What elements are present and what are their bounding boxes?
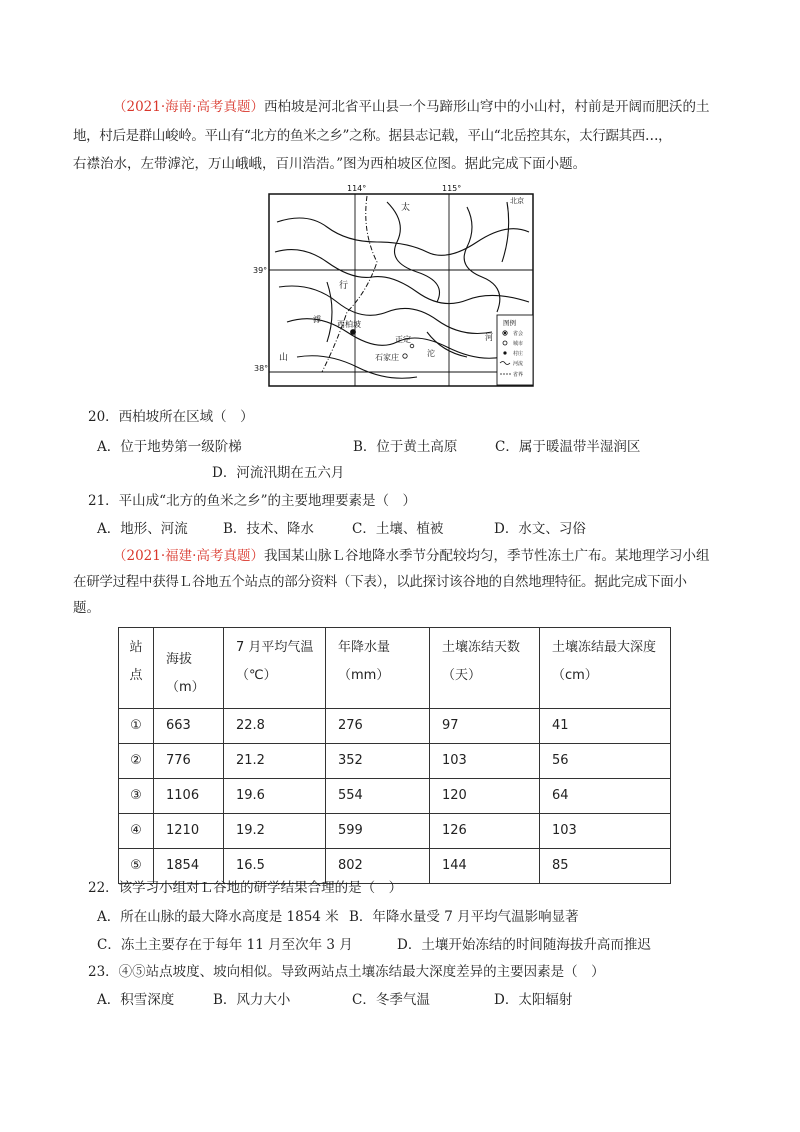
q20-option-b[interactable]: B．位于黄土高原 <box>353 439 458 455</box>
q21-stem: 21．平山成“北方的鱼米之乡”的主要地理要素是（ ） <box>88 493 416 509</box>
legend-item-river: 河流 <box>513 361 524 367</box>
header-july-temp: 7 月平均气温 （℃） <box>224 628 326 709</box>
q22-option-a[interactable]: A．所在山脉的最大降水高度是 1854 米 <box>97 909 339 925</box>
passage1-line2: 地，村后是群山峻岭。平山有“北方的鱼米之乡”之称。据县志记载，平山“北岳控其东，太行踞其西…， <box>73 128 672 144</box>
legend-title: 图例 <box>503 319 516 327</box>
q20-option-a[interactable]: A．位于地势第一级阶梯 <box>97 439 242 455</box>
map-lat-39: 39° <box>253 266 268 275</box>
q23-stem: 23．④⑤站点坡度、坡向相似。导致两站点土壤冻结最大深度差异的主要因素是（ ） <box>88 964 605 980</box>
map-label-beijing: 北京 <box>510 197 524 205</box>
table-header-row <box>119 628 671 709</box>
table-row: ② 776 21.2 352 103 56 <box>119 744 671 779</box>
legend-item-boundary: 省界 <box>513 372 524 378</box>
legend-item-village: 村庄 <box>513 351 524 357</box>
map-label-tuo: 沱 <box>427 349 435 358</box>
table-row: ③ 1106 19.6 554 120 64 <box>119 779 671 814</box>
q21-option-b[interactable]: B．技术、降水 <box>223 521 314 537</box>
legend-item-city: 城市 <box>513 341 524 347</box>
table-row: ⑤ 1854 16.5 802 144 85 <box>119 849 671 884</box>
header-precipitation: 年降水量 （mm） <box>326 628 430 709</box>
map-label-zhengding: 正定 <box>395 335 411 344</box>
map-lon-115: 115° <box>442 184 462 193</box>
q21-option-c[interactable]: C．土壤、植被 <box>352 521 444 537</box>
q20-option-c[interactable]: C．属于暖温带半湿润区 <box>495 439 641 455</box>
map-label-tai: 太 <box>401 203 411 213</box>
q23-option-a[interactable]: A．积雪深度 <box>97 992 175 1008</box>
map-label-hang: 行 <box>339 281 349 291</box>
source-tag: （2021·福建·高考真题） <box>113 548 264 564</box>
q22-option-c[interactable]: C．冻土主要存在于每年 11 月至次年 3 月 <box>97 937 353 953</box>
q21-option-d[interactable]: D．水文、习俗 <box>494 521 586 537</box>
q23-option-b[interactable]: B．风力大小 <box>213 992 291 1008</box>
map-label-shan: 山 <box>279 353 289 363</box>
map-label-xibaipo: 西柏坡 <box>337 320 361 329</box>
header-elevation: 海拔（m） <box>154 628 224 709</box>
table-row: ① 663 22.8 276 97 41 <box>119 709 671 744</box>
q23-option-c[interactable]: C．冬季气温 <box>352 992 430 1008</box>
source-tag: （2021·海南·高考真题） <box>113 99 264 115</box>
passage2-line3: 题。 <box>73 600 100 616</box>
passage1-line1: （2021·海南·高考真题）西柏坡是河北省平山县一个马蹄形山穹中的小山村，村前是开阔而肥沃的土 <box>113 99 710 115</box>
passage2-line2: 在研学过程中获得Ｌ谷地五个站点的部分资料（下表），以此探讨该谷地的自然地理特征。据此完成下面小 <box>73 574 687 590</box>
q22-option-b[interactable]: B．年降水量受 7 月平均气温影响显著 <box>349 909 579 925</box>
map-label-hu: 滹 <box>313 315 321 324</box>
q22-option-d[interactable]: D．土壤开始冻结的时间随海拔升高而推迟 <box>397 937 651 953</box>
q20-option-d[interactable]: D．河流汛期在五六月 <box>212 465 345 481</box>
header-frozen-days: 土壤冻结天数 （天） <box>430 628 540 709</box>
q20-stem: 20．西柏坡所在区域（ ） <box>88 409 254 425</box>
q22-stem: 22．该学习小组对Ｌ谷地的研学结果合理的是（ ） <box>88 880 403 896</box>
q23-option-d[interactable]: D．太阳辐射 <box>494 992 573 1008</box>
passage1-line3: 右襟治水，左带滹沱，万山峨峨，百川浩浩。”图为西柏坡区位图。据此完成下面小题。 <box>73 156 587 172</box>
table-row: ④ 1210 19.2 599 126 103 <box>119 814 671 849</box>
q21-option-a[interactable]: A．地形、河流 <box>97 521 188 537</box>
passage2-line1: （2021·福建·高考真题）我国某山脉Ｌ谷地降水季节分配较均匀，季节性冻土广布。某地理学习小组 <box>113 548 710 564</box>
map-label-he: 河 <box>485 333 493 342</box>
map-lat-38: 38° <box>254 364 269 373</box>
map-lon-114: 114° <box>347 184 367 193</box>
map-label-shijiazhuang: 石家庄 <box>375 353 399 362</box>
station-data-table <box>118 627 671 884</box>
header-station: 站 点 <box>119 628 154 709</box>
header-frozen-depth: 土壤冻结最大深度 （cm） <box>540 628 671 709</box>
legend-item-capital: 省会 <box>513 331 524 337</box>
